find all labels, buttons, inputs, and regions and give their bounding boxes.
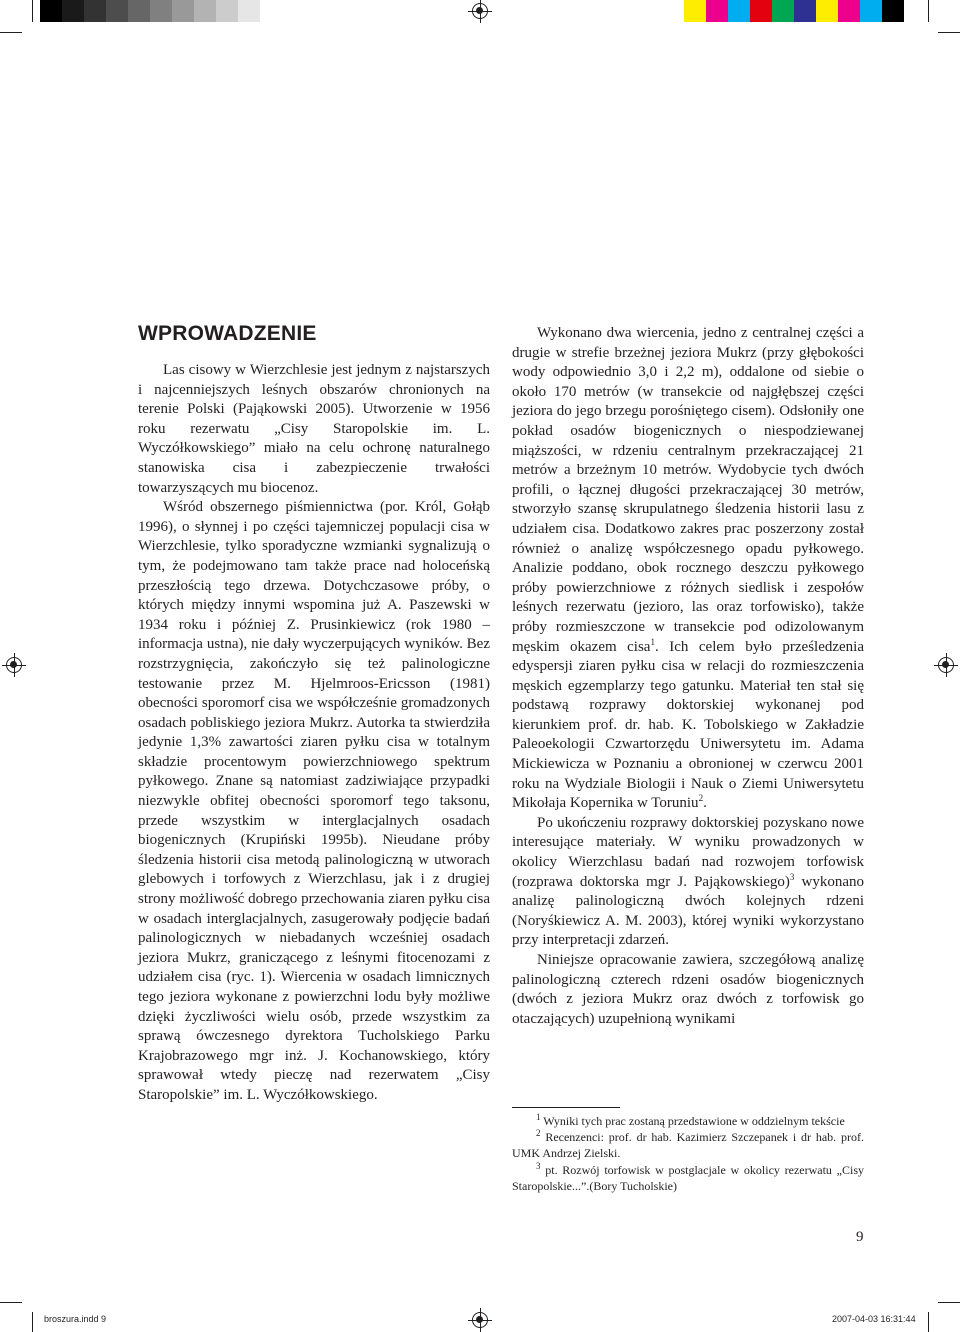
color-swatch [194,0,216,22]
color-swatch [794,0,816,22]
paragraph: Po ukończeniu rozprawy doktorskiej pozyskano nowe interesujące materiały. W wyniku prowadzonych w okolicy Wierzchlasu badań nad rozwojem torfowisk (rozprawa doktorska mgr J. Pająkowskiego)$^3$ wykonano analizę palinologiczną dwóch kolejnych rdzeni (Noryśkiewicz A. M. 2003), której wyniki wykorzystano przy interpretacji zdarzeń. [512,814,864,949]
color-swatch [62,0,84,22]
registration-mark-icon [472,3,488,19]
right-text-column [512,324,864,1029]
registration-mark-icon [6,657,22,673]
crop-mark-top-right-v [928,0,929,22]
color-swatch [260,0,282,22]
left-text-column [138,361,490,1106]
color-swatch [904,0,926,22]
color-swatch [860,0,882,22]
crop-mark-bottom-left [0,1302,22,1303]
footnote-reference: 1 [650,636,655,647]
color-swatch [238,0,260,22]
footnotes [512,1113,864,1194]
footnote-reference: 2 [698,793,704,804]
paragraph: Wśród obszernego piśmiennictwa (por. Król, Gołąb 1996), o słynnej i po części tajemniczej populacji cisa w Wierzchlesie, tylko sporadyczne wzmianki sygnalizują o tym, że podejmowano tam także prace nad holoceńską przeszłością tego drzewa. Dotychczasowe próby, o których między innymi wspomina już A. Paszewski w 1934 roku i później Z. Prusinkiewicz (rok 1980 – informacja ustna), nie dały wyczerpujących wyników. Bez rozstrzygnięcia, zakończyło się też palinologiczne testowanie przez M. Hjelmroos-Ericsson (1981) obecności sporomorf cisa we współcześnie gromadzonych osadach pobliskiego jeziora Mukrz. Autorka ta stwierdziła jedynie 1,3% zawartości ziaren pyłku cisa w totalnym składzie procentowym powierzchniowego spektrum pyłkowego. Znane są natomiast zadziwiające przypadki niezwykle obfitej obecności sporomorf tego taksonu, przede wszystkim w interglacjalnych osadach biogenicznych (Krupiński 1995b). Nieudane próby śledzenia historii cisa metodą palinologiczną w utworach glebowych i torfowych z Wierzchlasu, jak i z drugiej strony możliwość dobrego przechowania ziaren pyłku cisa w osadach interglacjalnych, zasugerowały podjęcie badań palinologicznych w niebadanych wcześniej osadach jeziora Mukrz, graniczącego z leśnymi fitocenozami z udziałem cisa (ryc. 1). Wiercenia w osadach limnicznych tego jeziora wykonane z powierzchni lodu były możliwe dzięki życzliwości wielu osób, przede wszystkim za sprawą ówczesnego dyrektora Tucholskiego Parku Krajobrazowego mgr inż. J. Kochanowskiego, który sprawował wtedy pieczę nad rezerwatem „Cisy Staropolskie” im. L. Wyczółkowskiego. [138,499,490,1103]
color-swatch [84,0,106,22]
paragraph: Las cisowy w Wierzchlesie jest jednym z najstarszych i najcenniejszych leśnych obszarów chronionych na terenie Polski (Pająkowski 2005). Utworzenie w 1956 roku rezerwatu „Cisy Staropolskie im. L. Wyczółkowskiego” miało na celu ochronę naturalnego stanowiska cisa i zabezpieczenie trwałości towarzyszących mu biocenoz. [138,362,490,496]
crop-mark-top-left [0,32,22,33]
color-swatch [40,0,62,22]
page-number: 9 [856,1229,864,1245]
color-swatch [106,0,128,22]
paragraph: Wykonano dwa wiercenia, jedno z centralnej części a drugie w strefie brzeżnej jeziora Mukrz (przy głębokości wody odpowiednio 3,0 i 2,2 m), oddalone od siebie o około 170 metrów (w transekcie od najgłębszej części jeziora do jego brzegu porośniętego cisem). Odsłoniły one pokład osadów biogenicznych o niespodziewanej miąższości, w rdzeniu centralnym przekraczającej 21 metrów a brzeżnym 10 metrów. Wydobycie tych dwóch profili, o łącznej długości przekraczającej 30 metrów, stworzyło szansę skrupulatnego śledzenia historii lasu z udziałem cisa. Dodatkowo zakres prac poszerzony został również o analizę współczesnego opadu pyłkowego. Analizie poddano, obok rocznego deszczu pyłkowego próby powierzchniowe z różnych siedlisk i zespołów leśnych rezerwatu (jezioro, las oraz torfowisko), także próby rozmieszczone w transekcie pod odizolowanym męskim okazem cisa$^1$. Ich celem było prześledzenia edyspersji ziaren pyłku cisa w relacji do rozmieszczenia męskich egzemplarzy tego gatunku. Materiał ten stał się podstawą rozprawy doktorskiej wykonanej pod kierunkiem prof. dr. hab. K. Tobolskiego w Zakładzie Paleoekologii Czwartorzędu Uniwersytetu im. Adama Mickiewicza w Poznaniu a obronionej w czerwcu 2001 roku na Wydziale Biologii i Nauk o Ziemi Uniwersytetu Mikołaja Kopernika w Toruniu$^2$. [512,325,864,812]
footnote-divider [512,1107,620,1108]
crop-mark-bottom-right-v [928,1312,929,1332]
crop-mark-bottom-right [938,1302,960,1303]
section-heading: WPROWADZENIE [138,322,317,345]
crop-mark-top-right [938,32,960,33]
color-swatch [150,0,172,22]
slug-filename: broszura.indd 9 [44,1314,107,1324]
color-swatch [772,0,794,22]
color-swatch [838,0,860,22]
color-swatch [216,0,238,22]
paragraph: Niniejsze opracowanie zawiera, szczegółową analizę palinologiczną czterech rdzeni osadów biogenicznych (dwóch z jeziora Mukrz oraz dwóch z torfowisk go otaczających) uzupełnioną wynikami [512,952,864,1027]
color-swatch [684,0,706,22]
color-swatch [128,0,150,22]
grayscale-color-bar [40,0,282,22]
footnote-reference: 3 [789,871,795,882]
color-swatch [816,0,838,22]
crop-mark-top-left-v [32,0,33,22]
crop-mark-bottom-left-v [32,1312,33,1332]
cmyk-color-bar [684,0,926,22]
color-swatch [172,0,194,22]
footnote: $^2$ Recenzenci: prof. dr hab. Kazimierz Szczepanek i dr hab. prof. UMK Andrzej Zielski. [512,1128,864,1161]
footnote: $^3$ pt. Rozwój torfowisk w postglacjale w okolicy rezerwatu „Cisy Staropolskie...”.(Bory Tucholskie) [512,1160,864,1193]
color-swatch [728,0,750,22]
color-swatch [882,0,904,22]
color-swatch [706,0,728,22]
registration-mark-icon [472,1312,488,1328]
footnote: $^1$ Wyniki tych prac zostaną przedstawione w oddzielnym tekście [536,1112,845,1128]
slug-timestamp: 2007-04-03 16:31:44 [832,1314,916,1324]
registration-mark-icon [938,657,954,673]
color-swatch [750,0,772,22]
